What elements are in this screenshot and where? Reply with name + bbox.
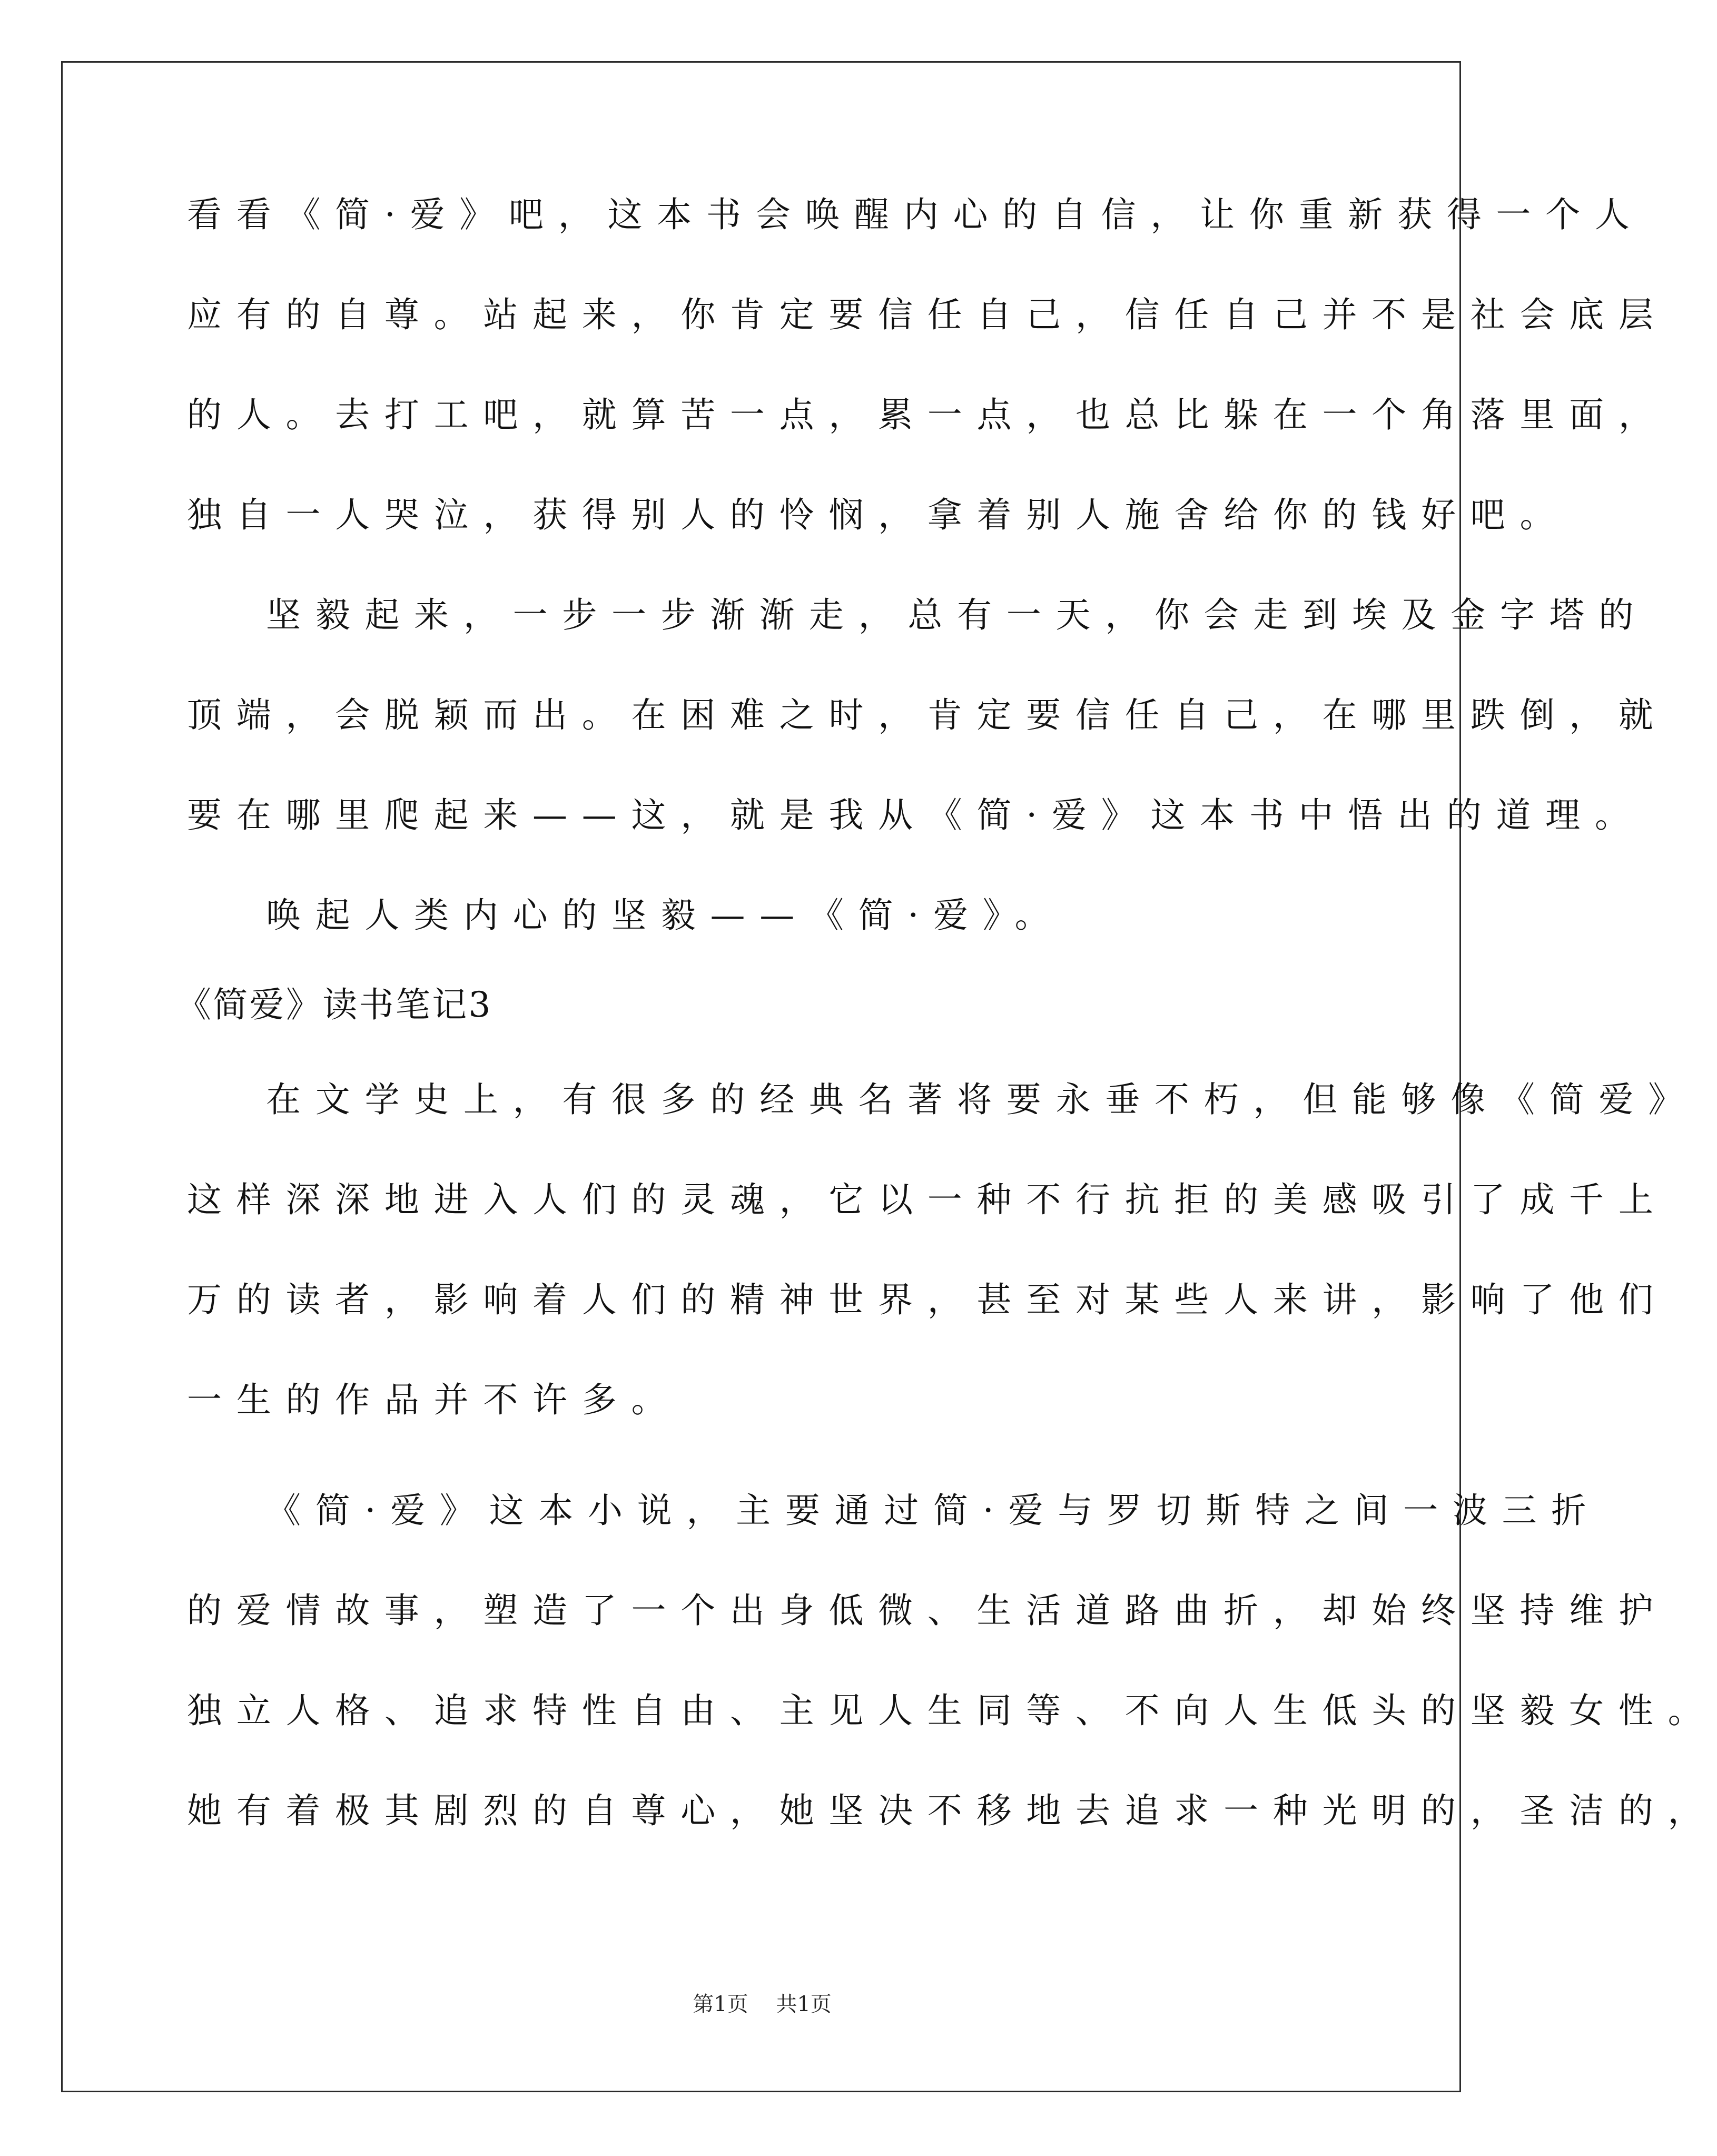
- text-line: 一生的作品并不许多。: [187, 1380, 681, 1420]
- section-heading: 《简爱》读书笔记3: [176, 985, 492, 1025]
- text-line: 这样深深地进入人们的灵魂，它以一种不行抗拒的美感吸引了成千上: [187, 1179, 1668, 1220]
- page-footer: [0, 1991, 1524, 2017]
- text-line: 要在哪里爬起来——这，就是我从《简·爱》这本书中悟出的道理。: [187, 795, 1644, 835]
- text-line: 的爱情故事，塑造了一个出身低微、生活道路曲折，却始终坚持维护: [187, 1590, 1668, 1631]
- text-line: 的人。去打工吧，就算苦一点，累一点，也总比躲在一个角落里面，: [187, 395, 1668, 435]
- text-line: 坚毅起来，一步一步渐渐走，总有一天，你会走到埃及金字塔的: [266, 595, 1649, 635]
- text-line: 顶端，会脱颖而出。在困难之时，肯定要信任自己，在哪里跌倒，就: [187, 695, 1668, 735]
- text-line: 万的读者，影响着人们的精神世界，甚至对某些人来讲，影响了他们: [187, 1279, 1668, 1320]
- text-line: 应有的自尊。站起来，你肯定要信任自己，信任自己并不是社会底层: [187, 294, 1668, 335]
- text-line: 独立人格、追求特性自由、主见人生同等、不向人生低头的坚毅女性。: [187, 1690, 1717, 1731]
- text-line: 她有着极其剧烈的自尊心，她坚决不移地去追求一种光明的，圣洁的，: [187, 1790, 1717, 1831]
- text-line: 在文学史上，有很多的经典名著将要永垂不朽，但能够像《简爱》: [266, 1079, 1698, 1120]
- text-line: 《简·爱》这本小说，主要通过简·爱与罗切斯特之间一波三折: [266, 1490, 1601, 1531]
- text-line: 独自一人哭泣，获得别人的怜悯，拿着别人施舍给你的钱好吧。: [187, 495, 1570, 535]
- page-number: 第1页: [693, 1992, 748, 2016]
- text-line: 唤起人类内心的坚毅——《简·爱》。: [266, 895, 1064, 936]
- page-total: 共1页: [776, 1992, 832, 2016]
- page-border: [61, 61, 1461, 2092]
- text-line: 看看《简·爱》吧，这本书会唤醒内心的自信，让你重新获得一个人: [187, 194, 1644, 235]
